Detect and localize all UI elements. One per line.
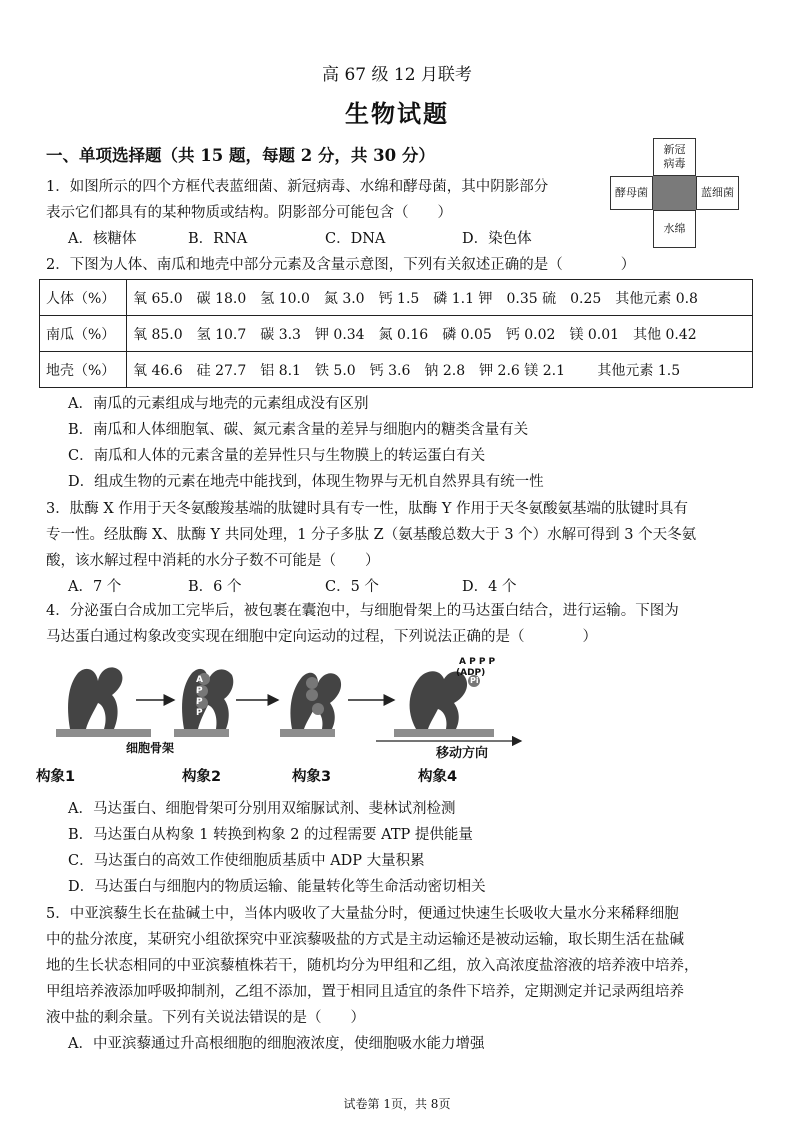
table-row-header: 地壳（%） (40, 352, 127, 388)
table-row (40, 352, 753, 388)
motor-protein-conformation-4 (410, 671, 467, 729)
question-1-option-d: D．染色体 (462, 231, 532, 247)
motor-protein-shapes (56, 655, 516, 745)
cross-top-label-1: 新冠 (663, 143, 686, 156)
table-row (40, 316, 753, 352)
question-4-option-b: B．马达蛋白从构象 1 转换到构象 2 的过程需要 ATP 提供能量 (68, 827, 473, 843)
cross-cell-top (653, 138, 696, 176)
cytoskeleton-label: 细胞骨架 (126, 741, 175, 755)
table-row-values: 氧 46.6 硅 27.7 铝 8.1 铁 5.0 钙 3.6 钠 2.8 钾 2.6 镁 2.1 其他元素 1.5 (127, 352, 753, 388)
question-1-option-a: A．核糖体 (68, 231, 137, 247)
question-3-option-b: B．6 个 (188, 579, 242, 595)
question-2-option-b: B．南瓜和人体细胞氧、碳、氮元素含量的差异与细胞内的糖类含量有关 (68, 422, 529, 438)
cross-top-label-2: 病毒 (663, 157, 686, 170)
question-4-line-1: 4．分泌蛋白合成加工完毕后，被包裹在囊泡中，与细胞骨架上的马达蛋白结合，进行运输。下图为 (46, 603, 679, 619)
conformation-3-label: 构象3 (292, 769, 332, 785)
cross-shaded-center (653, 176, 696, 210)
pi-label: Pi (470, 676, 479, 685)
section-heading: 一、单项选择题（共 15 题，每题 2 分，共 30 分） (46, 146, 435, 165)
question-3-option-d: D．4 个 (462, 579, 517, 595)
cross-cell-left: 酵母菌 (610, 176, 653, 210)
question-5-option-a: A．中亚滨藜通过升高根细胞的细胞液浓度，使细胞吸水能力增强 (68, 1036, 485, 1052)
question-2-option-d: D．组成生物的元素在地壳中能找到，体现生物界与无机自然界具有统一性 (68, 474, 544, 490)
question-4-option-a: A．马达蛋白、细胞骨架可分别用双缩脲试剂、斐林试剂检测 (68, 801, 456, 817)
conformation-1-label: 构象1 (36, 769, 76, 785)
question-2-option-a: A．南瓜的元素组成与地壳的元素组成没有区别 (68, 396, 369, 412)
venn-cross-figure (610, 138, 739, 248)
atp-label: A P P P (196, 675, 203, 718)
question-1-option-c: C．DNA (325, 231, 386, 247)
question-4-line-2: 马达蛋白通过构象改变实现在细胞中定向运动的过程，下列说法正确的是（ ） (46, 629, 597, 645)
table-row-header: 人体（%） (40, 280, 127, 316)
table-row (40, 280, 753, 316)
question-4-option-d: D．马达蛋白与细胞内的物质运输、能量转化等生命活动密切相关 (68, 879, 486, 895)
question-3-line-3: 酸，该水解过程中消耗的水分子数不可能是（ ） (46, 553, 380, 569)
cross-cell-right: 蓝细菌 (696, 176, 739, 210)
conformation-2-label: 构象2 (182, 769, 222, 785)
adp-bead-1 (306, 677, 318, 689)
adp-label: (ADP) (456, 668, 486, 678)
question-4-option-c: C．马达蛋白的高效工作使细胞质基质中 ADP 大量积累 (68, 853, 425, 869)
page-footer: 试卷第 1页，共 8页 (343, 1097, 451, 1111)
question-3-line-2: 专一性。经肽酶 X、肽酶 Y 共同处理，1 分子多肽 Z（氨基酸总数大于 3 个）水解可得到 3 个天冬氨 (46, 527, 697, 543)
pi-bead (312, 703, 324, 715)
question-5-line-2: 中的盐分浓度，某研究小组欲探究中亚滨藜吸盐的方式是主动运输还是被动运输，取长期生活在盐碱 (46, 932, 684, 948)
adp-bead-2 (306, 689, 318, 701)
question-3-line-1: 3．肽酶 X 作用于天冬氨酸羧基端的肽键时具有专一性，肽酶 Y 作用于天冬氨酸氨基端的肽键时具有 (46, 501, 689, 517)
question-3-option-a: A．7 个 (68, 579, 122, 595)
motor-protein-conformation-1 (68, 667, 122, 729)
question-5-line-5: 液中盐的剩余量。下列有关说法错误的是（ ） (46, 1010, 365, 1026)
exam-title: 生物试题 (345, 99, 449, 128)
question-1-line-2: 表示它们都具有的某种物质或结构。阴影部分可能包含（ ） (46, 205, 452, 221)
atp-label-released: A P P P (459, 657, 496, 667)
question-2-option-c: C．南瓜和人体的元素含量的差异性只与生物膜上的转运蛋白有关 (68, 448, 486, 464)
table-row-values: 氧 65.0 碳 18.0 氢 10.0 氮 3.0 钙 1.5 磷 1.1 钾 0.35 硫 0.25 其他元素 0.8 (127, 280, 753, 316)
question-1-line-1: 1．如图所示的四个方框代表蓝细菌、新冠病毒、水绵和酵母菌，其中阴影部分 (46, 179, 549, 195)
question-5-line-1: 5．中亚滨藜生长在盐碱土中，当体内吸收了大量盐分时，便通过快速生长吸收大量水分来稀释细胞 (46, 906, 679, 922)
element-content-table (39, 279, 753, 388)
table-row-values: 氧 85.0 氢 10.7 碳 3.3 钾 0.34 氮 0.16 磷 0.05 钙 0.02 镁 0.01 其他 0.42 (127, 316, 753, 352)
exam-header: 高 67 级 12 月联考 (322, 65, 472, 85)
cross-cell-bottom: 水绵 (653, 210, 696, 248)
table-row-header: 南瓜（%） (40, 316, 127, 352)
question-5-line-4: 甲组培养液添加呼吸抑制剂，乙组不添加，置于相同且适宜的条件下培养，定期测定并记录两组培养 (46, 984, 684, 1000)
motor-protein-figure (36, 655, 516, 790)
question-2-stem: 2．下图为人体、南瓜和地壳中部分元素及含量示意图，下列有关叙述正确的是（ ） (46, 257, 636, 273)
conformation-4-label: 构象4 (418, 769, 458, 785)
question-3-option-c: C．5 个 (325, 579, 379, 595)
question-1-option-b: B．RNA (188, 231, 248, 247)
direction-label: 移动方向 (436, 746, 489, 761)
question-5-line-3: 地的生长状态相同的中亚滨藜植株若干，随机均分为甲组和乙组，放入高浓度盐溶液的培养液中培养， (46, 958, 699, 974)
